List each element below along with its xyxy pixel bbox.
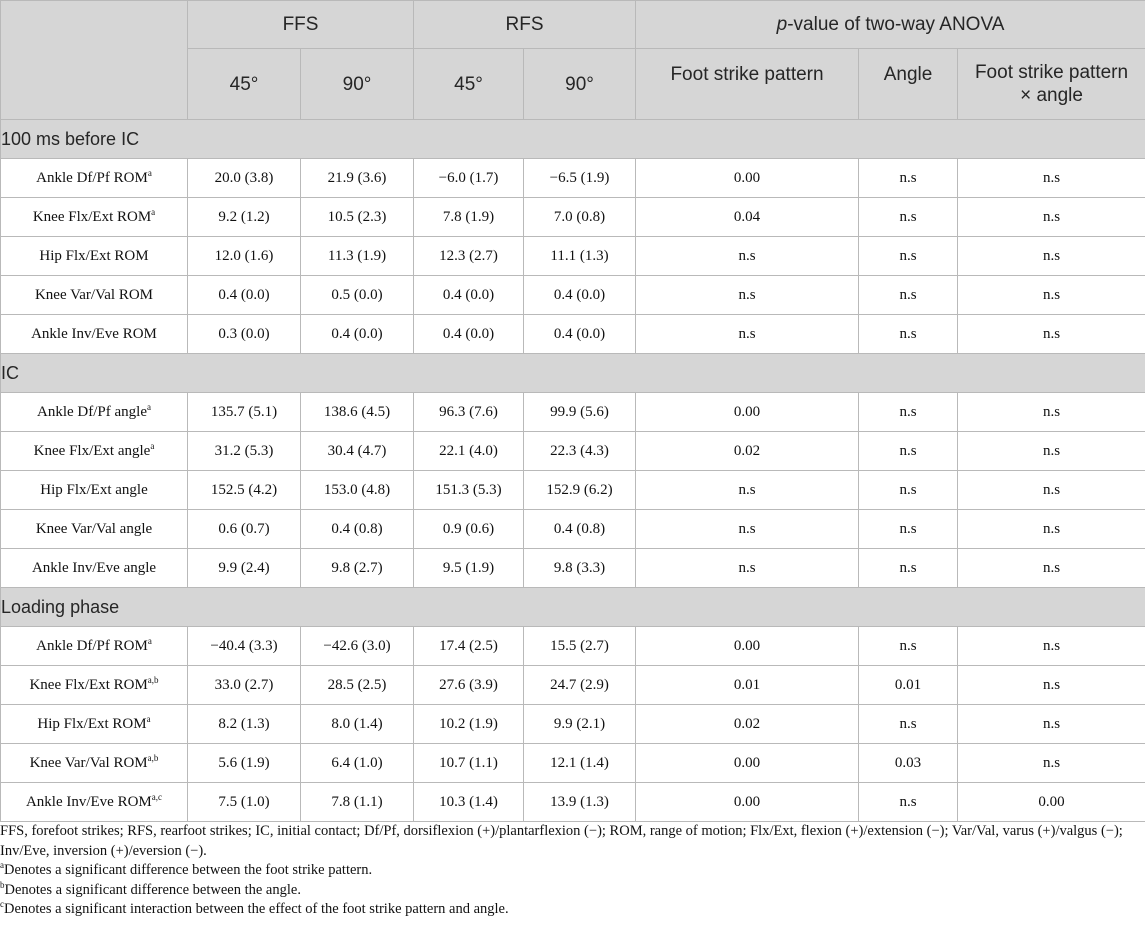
row-label: Knee Var/Val ROM [34, 286, 154, 303]
cell-rfs90: 0.4 (0.0) [524, 315, 636, 354]
section-title: 100 ms before IC [1, 120, 1145, 159]
cell-rfs45: 10.7 (1.1) [414, 744, 524, 783]
cell-ffs45: 0.4 (0.0) [188, 276, 301, 315]
cell-p-int: 0.00 [958, 783, 1145, 822]
table-row [1, 549, 1145, 588]
cell-p-int: n.s [958, 315, 1145, 354]
row-label-cell [1, 705, 188, 744]
cell-p-angle: n.s [859, 471, 958, 510]
cell-p-angle: n.s [859, 276, 958, 315]
cell-p-fsp: 0.04 [636, 198, 859, 237]
cell-p-angle: n.s [859, 237, 958, 276]
cell-p-int: n.s [958, 393, 1145, 432]
header-rfs: RFS [414, 1, 636, 49]
cell-p-int: n.s [958, 237, 1145, 276]
cell-rfs90: 99.9 (5.6) [524, 393, 636, 432]
cell-p-fsp: n.s [636, 471, 859, 510]
cell-p-angle: 0.03 [859, 744, 958, 783]
cell-ffs45: 33.0 (2.7) [188, 666, 301, 705]
cell-ffs90: −42.6 (3.0) [301, 627, 414, 666]
header-foot-strike: Foot strike pattern [636, 49, 859, 120]
row-label-cell [1, 471, 188, 510]
cell-ffs90: 30.4 (4.7) [301, 432, 414, 471]
section-title: IC [1, 354, 1145, 393]
cell-p-fsp: 0.00 [636, 783, 859, 822]
table-row [1, 510, 1145, 549]
footnote-abbreviations: FFS, forefoot strikes; RFS, rearfoot strikes; IC, initial contact; Df/Pf, dorsiflexion (+)/plantarflexion (−); ROM, range of motion; Flx/Ext, flexion (+)/extension (−); Var/Val, varus (+)/valgus (−); Inv/Eve, inversion (+)/eversion (−). [0, 823, 1123, 859]
row-label: Hip Flx/Ext angle [40, 481, 148, 498]
cell-ffs90: 21.9 (3.6) [301, 159, 414, 198]
row-label-superscript: a [151, 206, 156, 217]
cell-p-fsp: 0.00 [636, 627, 859, 666]
cell-p-angle: n.s [859, 432, 958, 471]
row-label-cell [1, 744, 188, 783]
cell-rfs90: 22.3 (4.3) [524, 432, 636, 471]
cell-rfs45: −6.0 (1.7) [414, 159, 524, 198]
cell-p-int: n.s [958, 432, 1145, 471]
table-row [1, 159, 1145, 198]
cell-rfs45: 0.4 (0.0) [414, 276, 524, 315]
cell-ffs45: 135.7 (5.1) [188, 393, 301, 432]
cell-rfs90: 0.4 (0.8) [524, 510, 636, 549]
cell-rfs45: 96.3 (7.6) [414, 393, 524, 432]
cell-p-fsp: 0.02 [636, 705, 859, 744]
cell-p-int: n.s [958, 744, 1145, 783]
row-label-cell [1, 783, 188, 822]
cell-p-fsp: n.s [636, 510, 859, 549]
cell-ffs90: 0.4 (0.0) [301, 315, 414, 354]
table-row [1, 276, 1145, 315]
section-header-row [1, 588, 1145, 627]
row-label: Ankle Inv/Eve angle [31, 559, 157, 576]
cell-p-int: n.s [958, 549, 1145, 588]
row-label-cell [1, 627, 188, 666]
footnote-b [0, 881, 1140, 901]
cell-p-int: n.s [958, 666, 1145, 705]
row-label: Hip Flx/Ext ROM [37, 715, 147, 732]
cell-p-angle: n.s [859, 159, 958, 198]
cell-rfs45: 22.1 (4.0) [414, 432, 524, 471]
table-row [1, 783, 1145, 822]
cell-rfs90: 12.1 (1.4) [524, 744, 636, 783]
cell-rfs45: 0.9 (0.6) [414, 510, 524, 549]
header-interaction: Foot strike pattern × angle [958, 49, 1145, 120]
cell-rfs45: 10.3 (1.4) [414, 783, 524, 822]
footnote-a-text: Denotes a significant difference between the foot strike pattern. [4, 862, 373, 878]
cell-rfs90: 7.0 (0.8) [524, 198, 636, 237]
footnote-a-mark: a [0, 860, 4, 871]
table-row [1, 627, 1145, 666]
cell-ffs45: 20.0 (3.8) [188, 159, 301, 198]
cell-rfs90: −6.5 (1.9) [524, 159, 636, 198]
cell-ffs90: 8.0 (1.4) [301, 705, 414, 744]
footnote-b-mark: b [0, 879, 5, 890]
cell-p-angle: n.s [859, 315, 958, 354]
table-body [1, 120, 1145, 822]
cell-p-fsp: 0.00 [636, 159, 859, 198]
row-label-cell [1, 432, 188, 471]
row-label-superscript: a [147, 167, 152, 178]
cell-p-fsp: 0.02 [636, 432, 859, 471]
header-rfs-45: 45° [414, 49, 524, 120]
cell-p-angle: n.s [859, 198, 958, 237]
table-row [1, 432, 1145, 471]
row-label: Knee Flx/Ext ROM [32, 208, 152, 225]
cell-ffs90: 0.4 (0.8) [301, 510, 414, 549]
cell-rfs90: 13.9 (1.3) [524, 783, 636, 822]
cell-rfs90: 152.9 (6.2) [524, 471, 636, 510]
cell-ffs45: 9.2 (1.2) [188, 198, 301, 237]
cell-ffs90: 153.0 (4.8) [301, 471, 414, 510]
row-label-cell [1, 237, 188, 276]
cell-rfs90: 24.7 (2.9) [524, 666, 636, 705]
footnotes [0, 822, 1140, 920]
table-row [1, 315, 1145, 354]
cell-p-angle: n.s [859, 783, 958, 822]
footnote-a [0, 861, 1140, 881]
cell-p-fsp: 0.00 [636, 393, 859, 432]
header-rfs-90: 90° [524, 49, 636, 120]
row-label: Knee Flx/Ext ROM [29, 676, 148, 693]
cell-rfs90: 9.9 (2.1) [524, 705, 636, 744]
cell-rfs45: 151.3 (5.3) [414, 471, 524, 510]
row-label-cell [1, 393, 188, 432]
row-label: Knee Flx/Ext angle [33, 442, 151, 459]
table-row [1, 237, 1145, 276]
cell-p-fsp: n.s [636, 549, 859, 588]
cell-ffs45: 9.9 (2.4) [188, 549, 301, 588]
cell-rfs90: 15.5 (2.7) [524, 627, 636, 666]
cell-rfs90: 11.1 (1.3) [524, 237, 636, 276]
cell-ffs45: 31.2 (5.3) [188, 432, 301, 471]
cell-p-fsp: n.s [636, 276, 859, 315]
cell-rfs90: 0.4 (0.0) [524, 276, 636, 315]
cell-ffs90: 9.8 (2.7) [301, 549, 414, 588]
row-label-superscript: a [146, 401, 151, 412]
row-label: Ankle Df/Pf angle [37, 403, 147, 420]
cell-ffs90: 6.4 (1.0) [301, 744, 414, 783]
cell-ffs45: −40.4 (3.3) [188, 627, 301, 666]
cell-ffs45: 152.5 (4.2) [188, 471, 301, 510]
cell-p-angle: 0.01 [859, 666, 958, 705]
section-header-row [1, 354, 1145, 393]
cell-p-int: n.s [958, 276, 1145, 315]
cell-p-angle: n.s [859, 510, 958, 549]
row-label-superscript: a [147, 635, 152, 646]
cell-p-angle: n.s [859, 627, 958, 666]
cell-rfs90: 9.8 (3.3) [524, 549, 636, 588]
cell-p-int: n.s [958, 705, 1145, 744]
cell-ffs45: 0.3 (0.0) [188, 315, 301, 354]
header-pvalue-text: -value of two-way ANOVA [787, 14, 1005, 35]
row-label-cell [1, 666, 188, 705]
header-ffs-45: 45° [188, 49, 301, 120]
cell-rfs45: 17.4 (2.5) [414, 627, 524, 666]
row-label-superscript: a,b [147, 752, 159, 763]
cell-ffs45: 12.0 (1.6) [188, 237, 301, 276]
cell-p-angle: n.s [859, 549, 958, 588]
row-label-superscript: a [150, 440, 155, 451]
header-angle: Angle [859, 49, 958, 120]
cell-ffs90: 10.5 (2.3) [301, 198, 414, 237]
row-label: Ankle Inv/Eve ROM [31, 325, 157, 342]
header-blank-cell [1, 1, 188, 120]
header-ffs-90: 90° [301, 49, 414, 120]
row-label-superscript: a,c [151, 791, 163, 802]
row-label-superscript: a,b [147, 674, 159, 685]
table-row [1, 744, 1145, 783]
cell-p-fsp: 0.01 [636, 666, 859, 705]
table-row [1, 198, 1145, 237]
cell-ffs45: 0.6 (0.7) [188, 510, 301, 549]
cell-rfs45: 0.4 (0.0) [414, 315, 524, 354]
header-ffs: FFS [188, 1, 414, 49]
cell-p-fsp: 0.00 [636, 744, 859, 783]
cell-p-fsp: n.s [636, 237, 859, 276]
cell-p-int: n.s [958, 198, 1145, 237]
cell-rfs45: 27.6 (3.9) [414, 666, 524, 705]
header-row-1 [1, 1, 1145, 49]
footnote-c-mark: c [0, 899, 4, 910]
cell-ffs90: 28.5 (2.5) [301, 666, 414, 705]
cell-p-angle: n.s [859, 705, 958, 744]
table-row [1, 471, 1145, 510]
header-pvalue-italic: p [776, 14, 788, 35]
cell-rfs45: 9.5 (1.9) [414, 549, 524, 588]
cell-ffs45: 8.2 (1.3) [188, 705, 301, 744]
cell-p-angle: n.s [859, 393, 958, 432]
cell-ffs90: 0.5 (0.0) [301, 276, 414, 315]
cell-ffs90: 11.3 (1.9) [301, 237, 414, 276]
table-row [1, 666, 1145, 705]
row-label-superscript: a [146, 713, 151, 724]
section-title: Loading phase [1, 588, 1145, 627]
row-label-cell [1, 510, 188, 549]
row-label-cell [1, 159, 188, 198]
cell-ffs90: 138.6 (4.5) [301, 393, 414, 432]
footnote-c [0, 900, 1140, 920]
section-header-row [1, 120, 1145, 159]
row-label-cell [1, 198, 188, 237]
table-row [1, 705, 1145, 744]
row-label: Knee Var/Val angle [35, 520, 153, 537]
cell-rfs45: 10.2 (1.9) [414, 705, 524, 744]
cell-p-int: n.s [958, 627, 1145, 666]
row-label-cell [1, 549, 188, 588]
footnote-b-text: Denotes a significant difference between the angle. [4, 881, 301, 898]
footnote-c-text: Denotes a significant interaction between the effect of the foot strike pattern and angle. [4, 901, 509, 917]
row-label: Knee Var/Val ROM [29, 754, 148, 771]
cell-ffs45: 5.6 (1.9) [188, 744, 301, 783]
cell-p-int: n.s [958, 471, 1145, 510]
cell-rfs45: 12.3 (2.7) [414, 237, 524, 276]
table-row [1, 393, 1145, 432]
cell-rfs45: 7.8 (1.9) [414, 198, 524, 237]
cell-ffs90: 7.8 (1.1) [301, 783, 414, 822]
cell-p-int: n.s [958, 510, 1145, 549]
cell-p-fsp: n.s [636, 315, 859, 354]
header-pvalue [636, 1, 1145, 49]
row-label: Ankle Df/Pf ROM [36, 169, 148, 186]
row-label-cell [1, 276, 188, 315]
row-label: Hip Flx/Ext ROM [39, 247, 149, 264]
row-label: Ankle Inv/Eve ROM [25, 793, 152, 810]
cell-ffs45: 7.5 (1.0) [188, 783, 301, 822]
row-label-cell [1, 315, 188, 354]
cell-p-int: n.s [958, 159, 1145, 198]
row-label: Ankle Df/Pf ROM [36, 637, 148, 654]
